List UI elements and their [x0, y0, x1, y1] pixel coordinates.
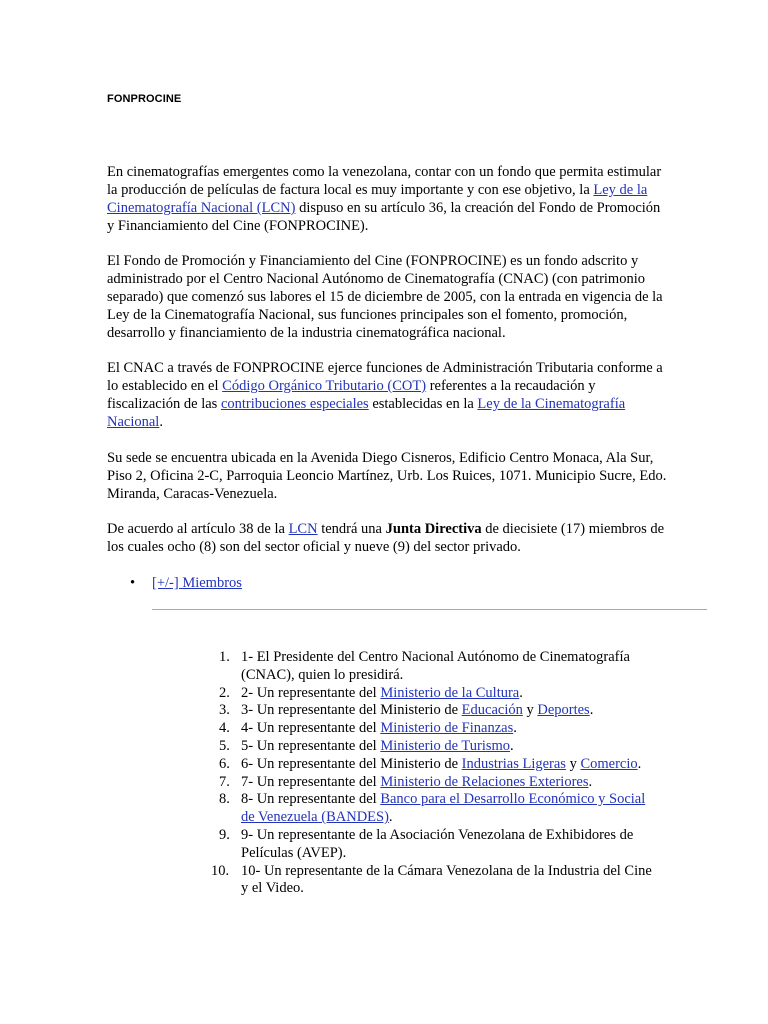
list-number: 5. — [219, 737, 230, 754]
text: de diecisiete (17) miembros de los cuales ocho (8) son del sector oficial y nueve (9) del sector privado. — [107, 521, 665, 555]
text: . — [589, 702, 594, 719]
text: tendrá una — [317, 521, 386, 537]
link-relaciones-exteriores[interactable]: Ministerio de Relaciones Exteriores — [380, 773, 589, 790]
list-number: 10. — [211, 862, 230, 879]
list-item — [219, 684, 661, 703]
bold-junta-directiva: Junta Directiva — [385, 521, 482, 537]
list-number: 4. — [219, 720, 230, 737]
text: . — [159, 414, 163, 430]
link-comercio[interactable]: Comercio — [580, 755, 638, 772]
text: 3- Un representante del Ministerio de — [241, 702, 462, 719]
text: y — [522, 702, 538, 719]
text: De acuerdo al artículo 38 de la — [107, 521, 289, 537]
text: dispuso en su artículo 36, la creación del Fondo de Promoción y Financiamiento del Cine (FONPROCINE). — [107, 200, 661, 234]
list-item — [211, 862, 661, 899]
text: 5- Un representante del — [241, 737, 381, 754]
text: 4- Un representante del — [241, 720, 381, 737]
link-lcn[interactable]: LCN — [288, 521, 318, 537]
paragraph-intro — [107, 163, 667, 235]
text: y — [565, 755, 581, 772]
paragraph-sede: Su sede se encuentra ubicada en la Avenida Diego Cisneros, Edificio Centro Monaca, Ala Sur, Piso 2, Oficina 2-C, Parroquia Leoncio Martínez, Urb. Los Ruices, 1071. Municipio Sucre, Edo. Miranda, Caracas-Venezuela. — [107, 450, 667, 502]
text: 6- Un representante del Ministerio de — [241, 755, 462, 772]
list-item — [219, 826, 661, 863]
list-item — [219, 649, 661, 685]
paragraph-cnac — [107, 359, 667, 431]
text: . — [513, 720, 517, 737]
text: 9- Un representante de la Asociación Venezolana de Exhibidores de Películas (AVEP). — [241, 826, 634, 861]
list-number: 3. — [219, 702, 230, 719]
list-item — [219, 720, 661, 738]
page-title: FONPROCINE — [107, 93, 182, 105]
list-item — [219, 773, 661, 792]
text: . — [519, 684, 523, 701]
link-ministerio-turismo[interactable]: Ministerio de Turismo — [380, 737, 511, 754]
link-contribuciones[interactable]: contribuciones especiales — [220, 396, 369, 412]
link-educacion[interactable]: Educación — [461, 702, 523, 719]
link-ministerio-cultura[interactable]: Ministerio de la Cultura — [380, 684, 520, 701]
text: 10- Un representante de la Cámara Venezolana de la Industria del Cine y el Video. — [241, 862, 652, 897]
link-bandes[interactable]: Banco para el Desarrollo Económico y Social de Venezuela (BANDES) — [241, 791, 646, 826]
text: referentes a la recaudación y fiscalización de las — [107, 378, 596, 412]
link-industrias-ligeras[interactable]: Industrias Ligeras — [461, 755, 566, 772]
list-number: 2. — [219, 684, 230, 701]
members-list — [211, 649, 661, 898]
text: 2- Un representante del — [241, 684, 381, 701]
link-ley-cinematografia-2[interactable]: Ley de la Cinematografía Nacional — [107, 396, 626, 430]
text: establecidas en la — [368, 396, 478, 412]
list-item — [219, 755, 661, 774]
text: . — [388, 809, 393, 826]
list-number: 8. — [219, 791, 230, 808]
list-item — [219, 702, 661, 720]
text: El CNAC a través de FONPROCINE ejerce funciones de Administración Tributaria conforme a lo establecido en el — [107, 360, 663, 394]
link-deportes[interactable]: Deportes — [537, 702, 590, 719]
text: 7- Un representante del — [241, 773, 381, 790]
link-ministerio-finanzas[interactable]: Ministerio de Finanzas — [380, 720, 514, 737]
link-ley-cinematografia[interactable]: Ley de la Cinematografía Nacional (LCN) — [107, 182, 648, 216]
text: . — [510, 737, 514, 754]
list-item — [219, 737, 661, 756]
list-number: 7. — [219, 773, 230, 790]
members-toggle-link[interactable]: [+/-] Miembros — [152, 575, 242, 591]
paragraph-fondo: El Fondo de Promoción y Financiamiento del Cine (FONPROCINE) es un fondo adscrito y administrado por el Centro Nacional Autónomo de Cinematografía (CNAC) (con patrimonio separado) que comenzó sus labores el 15 de diciembre de 2005, con la entrada en vigencia de la Ley de la Cinematografía Nacional, sus funciones principales son el fomento, promoción, desarrollo y financiamiento de la industria cinematográfica nacional. — [107, 253, 663, 341]
list-number: 9. — [219, 826, 230, 843]
link-codigo-organico[interactable]: Código Orgánico Tributario (COT) — [222, 378, 427, 394]
list-number: 6. — [219, 755, 230, 772]
text: . — [588, 773, 593, 790]
text: 8- Un representante del — [241, 791, 381, 808]
text: . — [637, 755, 642, 772]
text: 1- El Presidente del Centro Nacional Autónomo de Cinematografía (CNAC), quien lo presidirá. — [241, 649, 630, 683]
horizontal-divider — [152, 609, 707, 610]
paragraph-junta — [107, 520, 667, 556]
list-item — [219, 791, 661, 827]
text: En cinematografías emergentes como la venezolana, contar con un fondo que permita estimular la producción de películas de factura local es muy importante y con ese objetivo, la — [107, 164, 662, 198]
bullet-icon: • — [130, 575, 136, 591]
list-number: 1. — [219, 649, 230, 665]
